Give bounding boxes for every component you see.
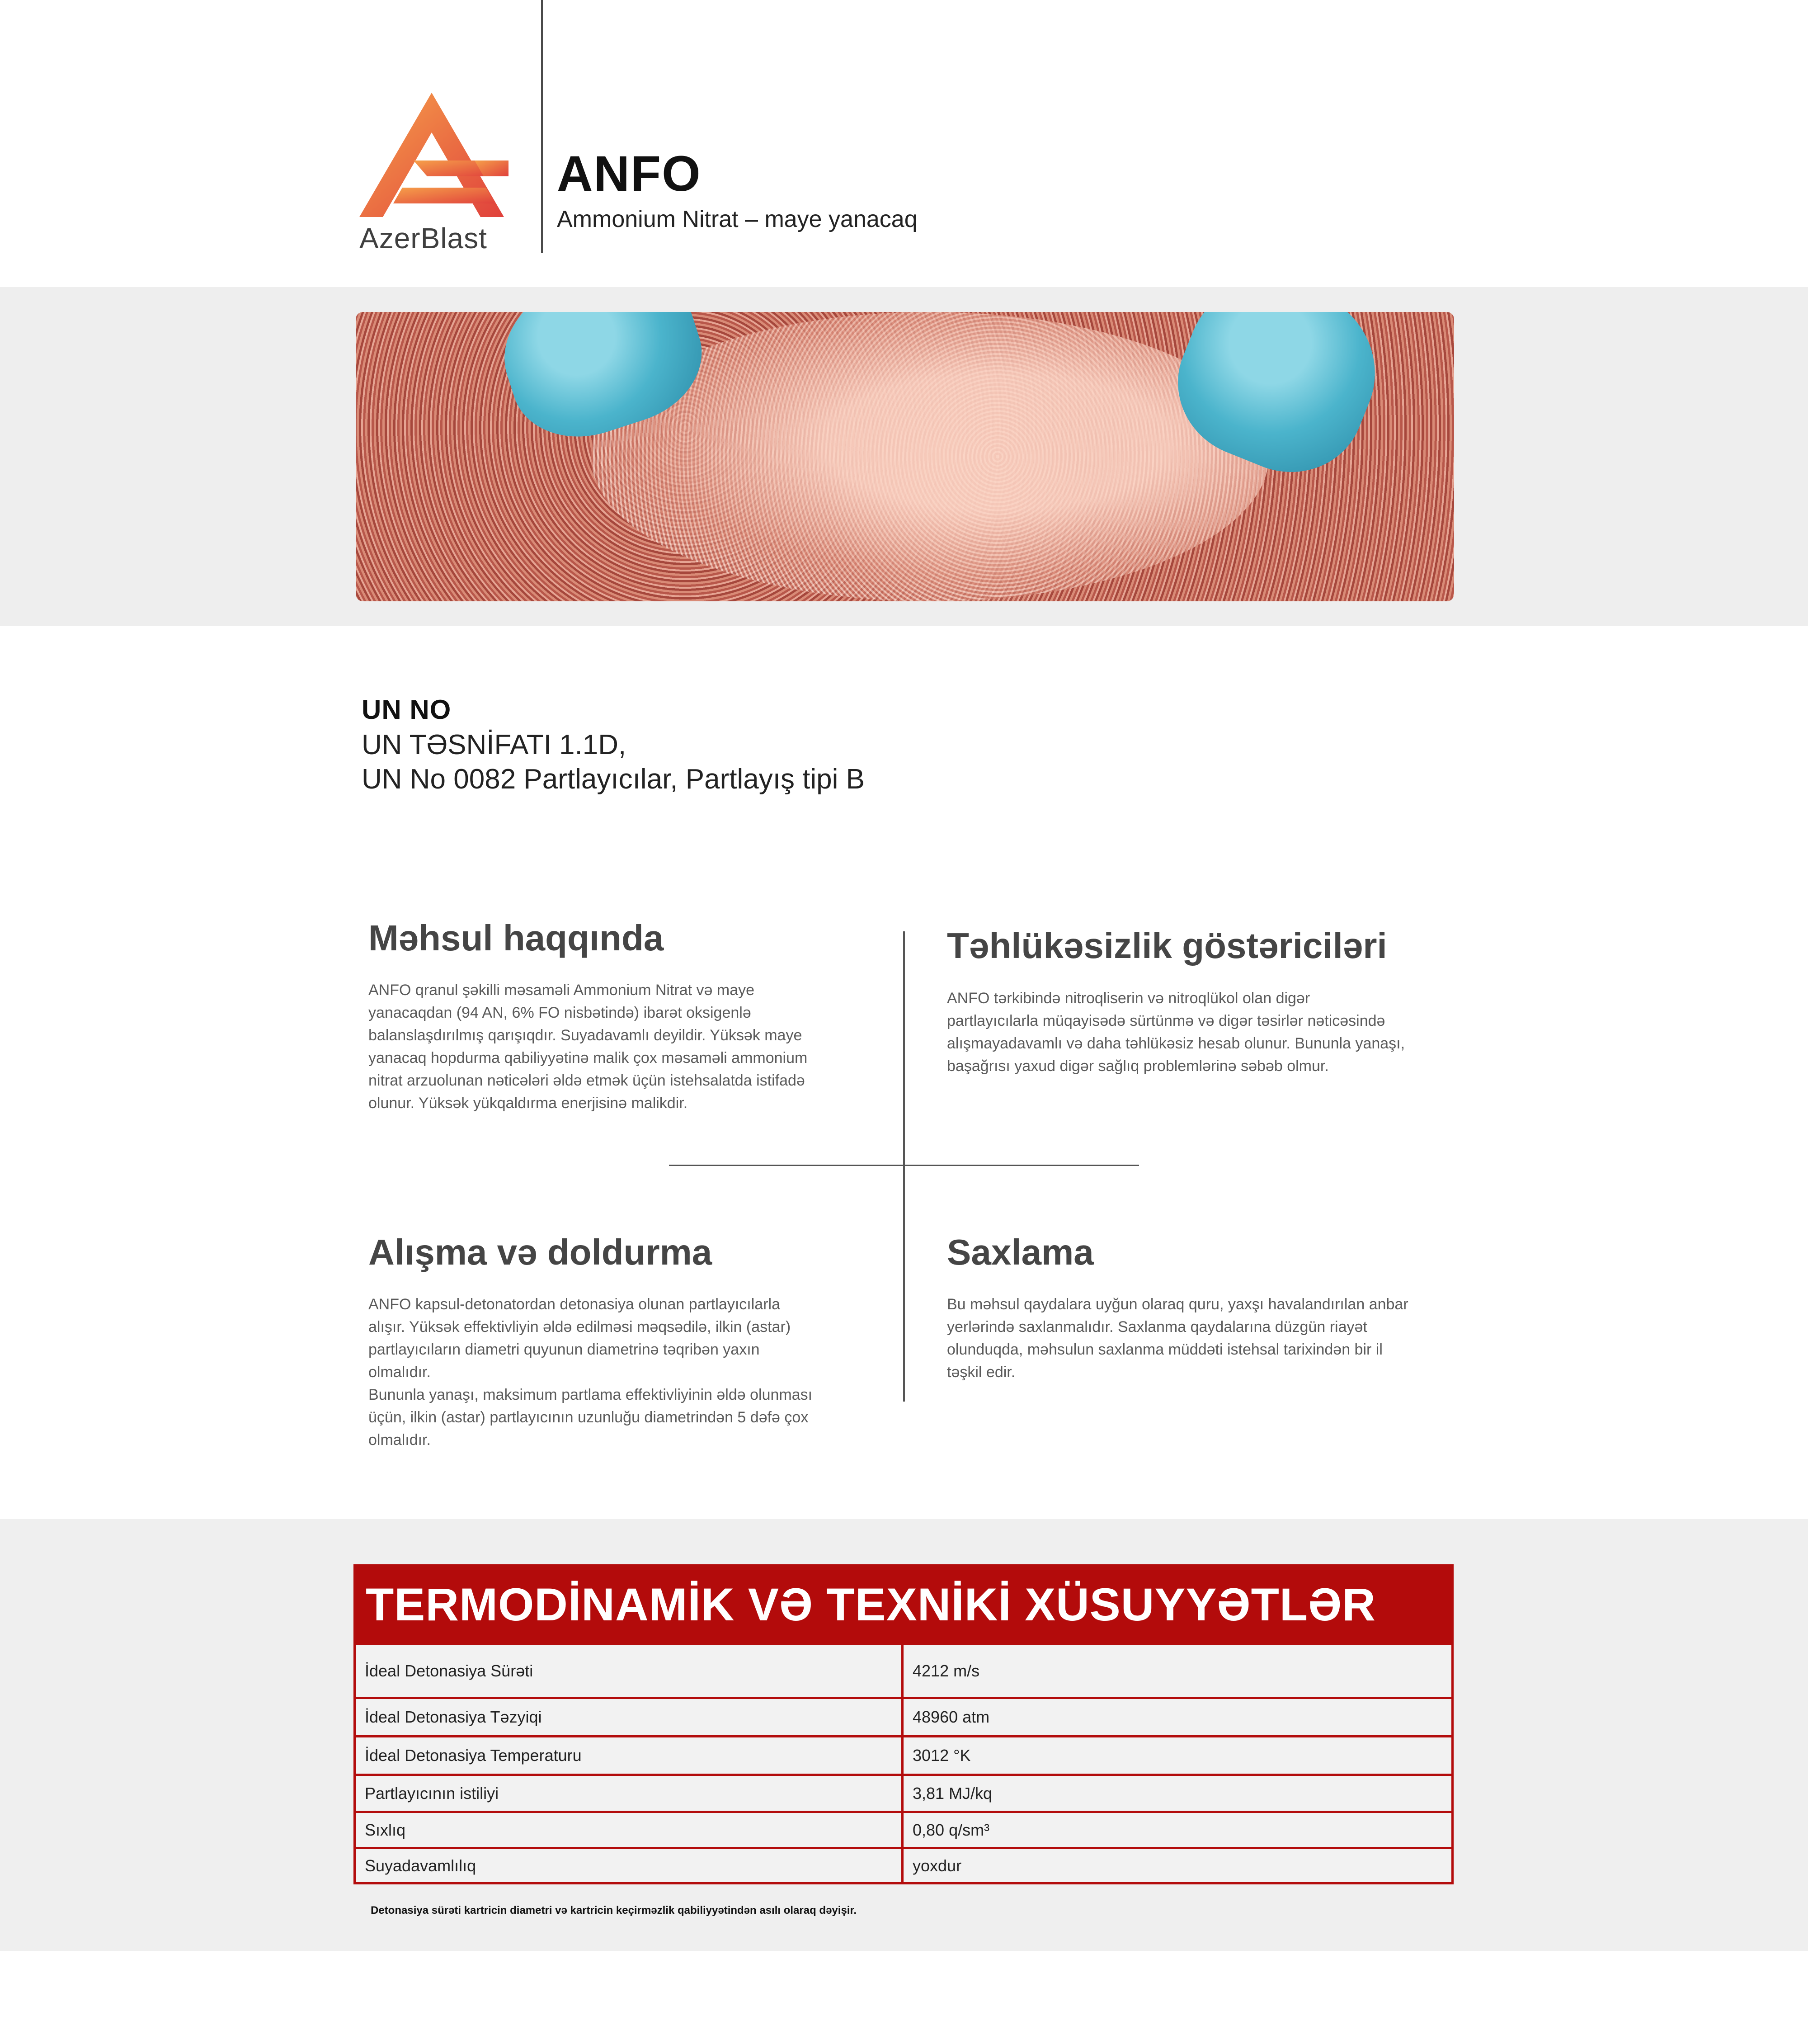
grid-horizontal-divider [669, 1165, 1139, 1166]
storage-body: Bu məhsul qaydalara uyğun olaraq quru, yaxşı havalandırılan anbar yerlərində saxlanmalıdır. Saxlanma qaydalarına düzgün riayət olunduqda, məhsulun saxlanma müddəti istehsal tarixindən bir il təşkil edir. [947, 1296, 1408, 1381]
spec-value: 48960 atm [913, 1708, 990, 1726]
spec-value: 3012 °K [913, 1746, 971, 1765]
spec-label: Sıxlıq [356, 1813, 904, 1847]
table-row [356, 1697, 1451, 1735]
hero-image [356, 312, 1454, 601]
about-body: ANFO qranul şəkilli məsaməli Ammonium Nitrat və maye yanacaqdan (94 AN, 6% FO nisbətində) ibarət oksigenlə balanslaşdırılmış qarışıqdır. Suyadavamlı deyildir. Yüksək maye yanacaq hopdurma qabiliyyətinə malik çox məsaməli ammonium nitrat arzuolunan nəticələri əldə etmək üçün istehsalatda istifadə olunur. Yüksək yükqaldırma enerjisinə malikdir. [368, 982, 808, 1112]
specs-title: TERMODİNAMİK VƏ TEXNİKİ XÜSUYYƏTLƏR [356, 1567, 1451, 1643]
spec-label: İdeal Detonasiya Sürəti [356, 1645, 904, 1697]
un-title: UN NO [362, 694, 452, 725]
spec-label: Suyadavamlılıq [356, 1849, 904, 1882]
table-row [356, 1811, 1451, 1847]
header-divider [541, 0, 543, 253]
specs-footnote: Detonasiya sürəti kartricin diametri və kartricin keçirməzlik qabiliyyətindən asılı olaraq dəyişir. [371, 1904, 857, 1917]
spec-value: 0,80 q/sm³ [913, 1820, 990, 1839]
spec-value: 4212 m/s [913, 1661, 980, 1680]
safety-body: ANFO tərkibində nitroqliserin və nitroqlükol olan digər partlayıcılarla müqayisədə sürtünmə və digər təsirlər nəticəsində alışmayadavamlı və daha təhlükəsiz hesab olunur. Bununla yanaşı, başağrısı yaxud digər sağlıq problemlərinə səbəb olmur. [947, 990, 1405, 1075]
spec-value: 3,81 MJ/kq [913, 1784, 993, 1803]
spec-label: İdeal Detonasiya Təzyiqi [356, 1699, 904, 1735]
about-title: Məhsul haqqında [368, 918, 664, 958]
un-number: UN No 0082 Partlayıcılar, Partlayış tipi B [362, 764, 865, 795]
azerblast-logo-icon [359, 93, 508, 219]
table-row [356, 1643, 1451, 1697]
initiation-body: ANFO kapsul-detonatordan detonasiya olunan partlayıcılarla alışır. Yüksək effektivliyin əldə edilməsi məqsədilə, ilkin (astar) partlayıcıların diametri quyunun diametrinə təqribən yaxın olmalıdır. Bununla yanaşı, maksimum partlama effektivliyinin əldə olunması üçün, ilkin (astar) partlayıcının uzunluğu diametrindən 5 dəfə çox olmalıdır. [368, 1296, 813, 1449]
table-row [356, 1735, 1451, 1774]
product-title: ANFO [557, 146, 702, 202]
safety-title: Təhlükəsizlik göstəriciləri [947, 925, 1387, 966]
un-classification: UN TƏSNİFATI 1.1D, [362, 729, 626, 760]
specs-table [353, 1564, 1454, 1884]
grid-vertical-divider [903, 931, 905, 1402]
brand-name: AzerBlast [359, 222, 487, 255]
spec-label: Partlayıcının istiliyi [356, 1776, 904, 1811]
product-subtitle: Ammonium Nitrat – maye yanacaq [557, 206, 918, 232]
initiation-title: Alışma və doldurma [368, 1232, 712, 1272]
storage-title: Saxlama [947, 1232, 1094, 1272]
spec-value: yoxdur [913, 1856, 962, 1875]
table-row [356, 1847, 1451, 1882]
spec-label: İdeal Detonasiya Temperaturu [356, 1737, 904, 1774]
table-row [356, 1774, 1451, 1811]
